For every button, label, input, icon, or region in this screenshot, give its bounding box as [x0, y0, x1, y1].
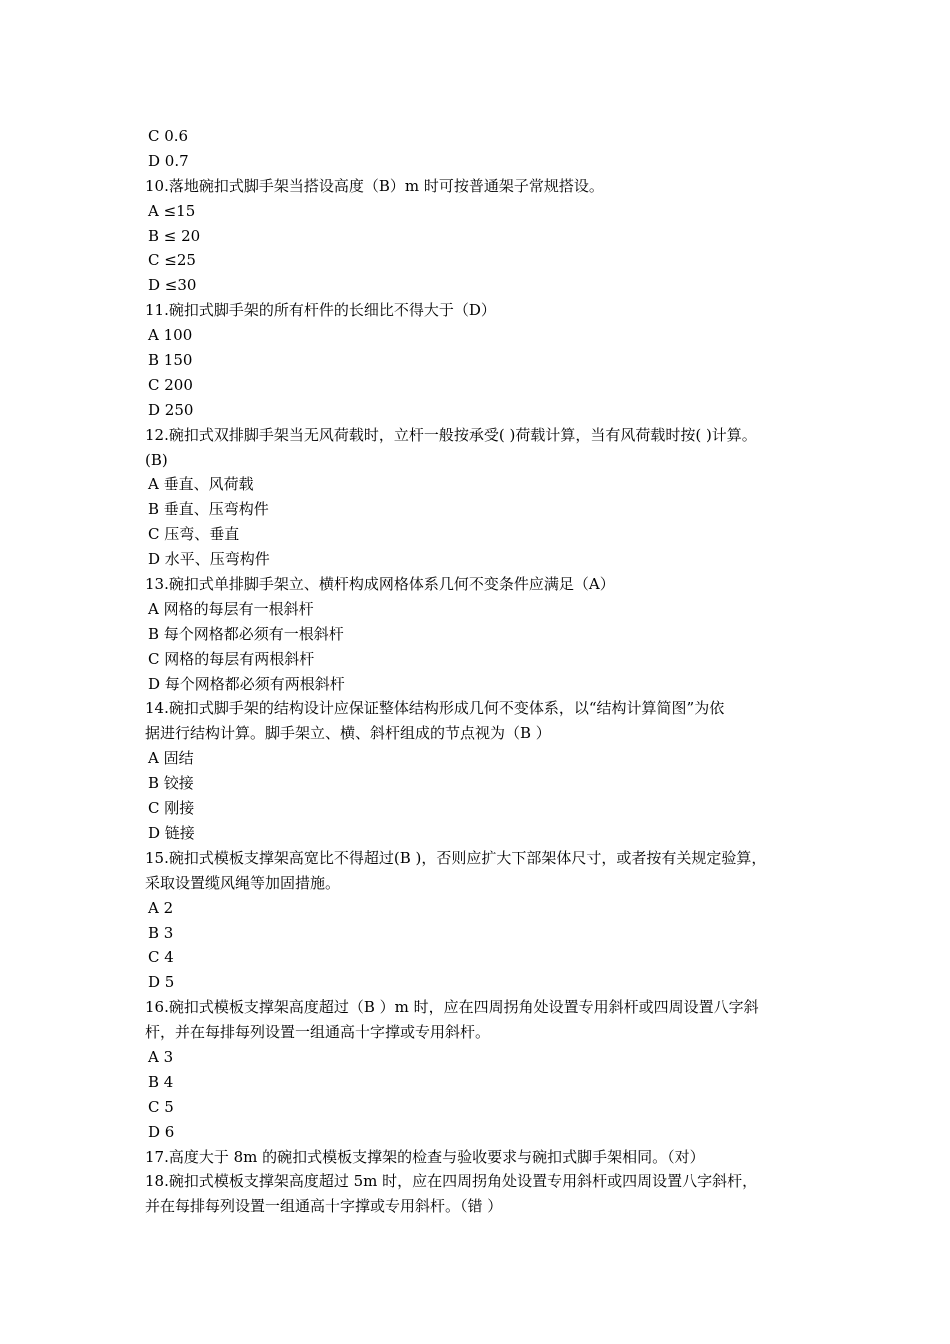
question-text: (B): [145, 450, 168, 469]
answer-option: C 网格的每层有两根斜杆: [148, 649, 315, 668]
document-page: [145, 124, 825, 1219]
answer-option: B 垂直、压弯构件: [148, 500, 269, 519]
answer-option: D 6: [148, 1122, 175, 1141]
question-text: 17.高度大于 8m 的碗扣式模板支撑架的检查与验收要求与碗扣式脚手架相同。（对）: [145, 1147, 705, 1166]
answer-option: D 5: [148, 973, 175, 992]
answer-option: B 3: [148, 923, 174, 942]
answer-option: D 每个网格都必须有两根斜杆: [148, 674, 345, 693]
answer-option: D 水平、压弯构件: [148, 550, 270, 569]
answer-option: B ≤ 20: [148, 226, 201, 245]
answer-option: C 刚接: [148, 799, 195, 818]
answer-option: B 150: [148, 351, 193, 370]
answer-option: C 4: [148, 948, 174, 967]
answer-option: C 压弯、垂直: [148, 525, 240, 544]
question-text: 15.碗扣式模板支撑架高宽比不得超过(B )，否则应扩大下部架体尺寸，或者按有关规定验算，: [145, 848, 767, 867]
answer-option: A 2: [148, 898, 174, 917]
answer-option: D 0.7: [148, 151, 189, 170]
answer-option: C ≤25: [148, 251, 196, 270]
answer-option: B 4: [148, 1072, 174, 1091]
answer-option: B 每个网格都必须有一根斜杆: [148, 624, 344, 643]
answer-option: B 铰接: [148, 774, 194, 793]
answer-option: A 垂直、风荷载: [148, 475, 254, 494]
question-text: 11.碗扣式脚手架的所有杆件的长细比不得大于（D）: [145, 301, 496, 320]
question-text: 13.碗扣式单排脚手架立、横杆构成网格体系几何不变条件应满足（A）: [145, 575, 615, 594]
answer-option: C 0.6: [148, 127, 189, 145]
question-text: 12.碗扣式双排脚手架当无风荷载时，立杆一般按承受( )荷载计算，当有风荷载时按( )计算。: [145, 425, 757, 444]
answer-option: D 链接: [148, 823, 195, 842]
answer-option: C 5: [148, 1097, 174, 1116]
question-text: 并在每排每列设置一组通高十字撑或专用斜杆。（错 ）: [145, 1197, 503, 1216]
answer-option: D 250: [148, 400, 194, 419]
question-text: 采取设置缆风绳等加固措施。: [145, 873, 341, 892]
question-text: 18.碗扣式模板支撑架高度超过 5m 时，应在四周拐角处设置专用斜杆或四周设置八字斜杆，: [145, 1172, 758, 1191]
answer-option: A 3: [148, 1047, 174, 1066]
answer-option: D ≤30: [148, 276, 197, 295]
question-text: 14.碗扣式脚手架的结构设计应保证整体结构形成几何不变体系，以“结构计算简图”为依: [145, 699, 725, 718]
answer-option: A 网格的每层有一根斜杆: [148, 599, 314, 618]
answer-option: A 固结: [148, 749, 194, 768]
answer-option: A 100: [148, 326, 193, 345]
answer-option: A ≤15: [148, 201, 196, 220]
question-text: 杆，并在每排每列设置一组通高十字撑或专用斜杆。: [145, 1023, 491, 1042]
answer-option: C 200: [148, 375, 193, 394]
question-text: 10.落地碗扣式脚手架当搭设高度（B）m 时可按普通架子常规搭设。: [145, 176, 604, 195]
question-text: 据进行结构计算。脚手架立、横、斜杆组成的节点视为（B ）: [145, 724, 551, 743]
question-text: 16.碗扣式模板支撑架高度超过（B ）m 时，应在四周拐角处设置专用斜杆或四周设置八字斜: [145, 998, 759, 1017]
